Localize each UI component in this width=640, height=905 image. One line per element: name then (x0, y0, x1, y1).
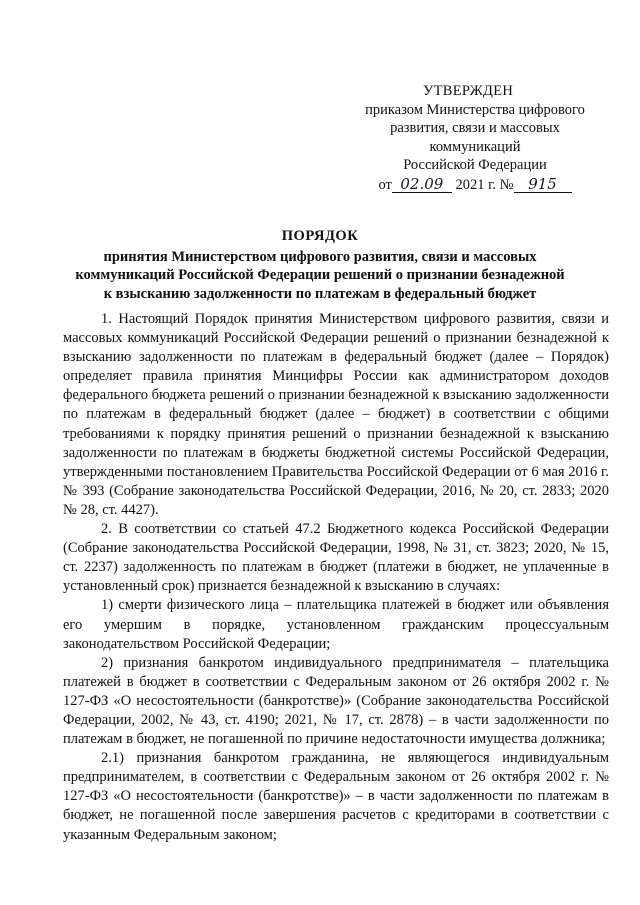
document-title (60, 227, 580, 303)
paragraph: 2.1) признания банкротом гражданина, не являющегося индивидуальным предпринимателем, в соответствии с Федеральным законом от 26 октября 2002 г. № 127-ФЗ «О несостоятельности (банкротстве)» – в части задолженности по платежам в бюджет, не погашенной после завершения расчетов с кредиторами в соответствии с указанным Федеральным законом; (63, 750, 609, 843)
title-main: ПОРЯДОК (281, 228, 359, 244)
handwritten-order-number: 915 (514, 177, 572, 193)
document-body (63, 310, 609, 845)
approval-stamp (345, 82, 605, 194)
approval-line: коммуникаций (429, 138, 521, 155)
paragraph: 1) смерти физического лица – плательщика платежей в бюджет или объявления его умершим в порядке, установленном гражданским процессуальным законодательством Российской Федерации; (63, 597, 609, 652)
title-subtitle-line: к взысканию задолженности по платежам в федеральный бюджет (103, 285, 537, 302)
title-subtitle-line: принятия Министерством цифрового развития, связи и массовых (103, 248, 537, 265)
handwritten-date: 02.09 (392, 177, 452, 193)
paragraph: 2) признания банкротом индивидуального предпринимателя – плательщика платежей в бюджет в соответствии с Федеральным законом от 26 октября 2002 г. № 127-ФЗ «О несостоятельности (банкротстве)» (Собрание законодательства Российской Федерации, 2002, № 43, ст. 4190; 2021, № 17, ст. 2878) – в части задолженности по платежам в бюджет, не погашенной по причине недостаточности имущества должника; (63, 654, 609, 748)
paragraph: 1. Настоящий Порядок принятия Министерством цифрового развития, связи и массовых коммуникаций Российской Федерации решений о признании безнадежной к взысканию задолженности по платежам в федеральный бюджет (далее – Порядок) определяет правила принятия Минцифры России как администратором доходов федерального бюджета решений о признании безнадежной к взысканию задолженности по платежам в федеральный бюджет (далее – бюджет) в соответствии с общими требованиями к порядку принятия решений о признании безнадежной к взысканию задолженности по платежам в бюджеты бюджетной системы Российской Федерации, утвержденными постановлением Правительства Российской Федерации от 6 мая 2016 г. № 393 (Собрание законодательства Российской Федерации, 2016, № 20, ст. 2833; 2020 № 28, ст. 4427). (63, 311, 609, 518)
approval-line: развития, связи и массовых (390, 120, 560, 136)
approval-line: Российской Федерации (403, 157, 547, 173)
date-prefix: от (378, 176, 392, 193)
approval-date-line (345, 176, 605, 195)
paragraph: 2. В соответствии со статьей 47.2 Бюджетного кодекса Российской Федерации (Собрание законодательства Российской Федерации, 1998, № 31, ст. 3823; 2020, № 15, ст. 2237) задолженность по платежам в бюджет (платежи в бюджет, не уплаченные в установленный срок) признается безнадежной к взысканию в случаях: (63, 521, 609, 595)
title-subtitle-line: коммуникаций Российской Федерации решений о признании безнадежной (75, 267, 565, 283)
date-suffix: 2021 г. № (455, 176, 514, 193)
approval-line: приказом Министерства цифрового (365, 101, 585, 118)
approval-heading: УТВЕРЖДЕН (423, 83, 514, 99)
